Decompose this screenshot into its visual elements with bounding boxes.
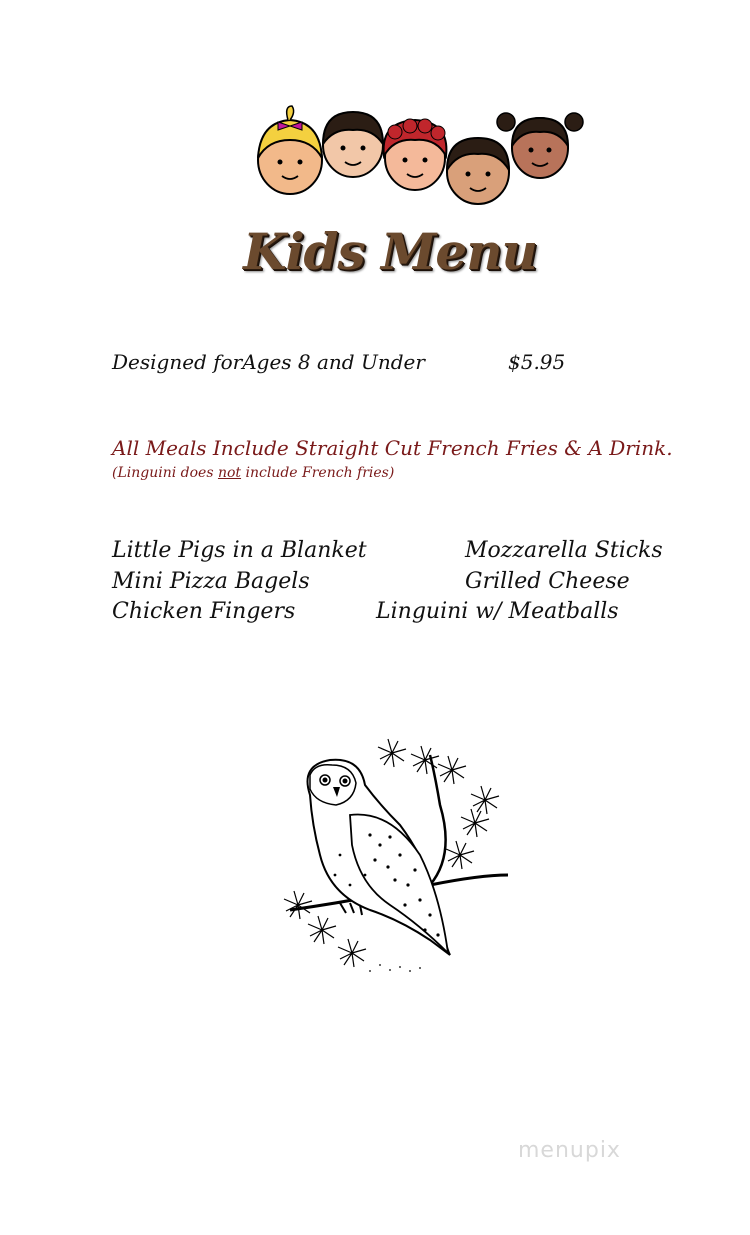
- menu-item: Chicken Fingers: [112, 599, 296, 624]
- watermark: menupix: [518, 1138, 621, 1163]
- menu-item: Mini Pizza Bagels: [112, 569, 310, 594]
- note-prefix: (Linguini does: [112, 465, 218, 481]
- linguini-note: [112, 465, 394, 481]
- note-emphasis: not: [217, 465, 242, 481]
- age-requirement: Designed forAges 8 and Under: [112, 350, 425, 374]
- meals-include-text: All Meals Include Straight Cut French Fries & A Drink.: [112, 436, 673, 460]
- face-boy-2: [447, 138, 509, 204]
- menu-title: Kids Menu: [243, 222, 537, 281]
- menu-item: Little Pigs in a Blanket: [112, 538, 367, 563]
- menu-item: Linguini w/ Meatballs: [376, 599, 619, 624]
- price: $5.95: [508, 350, 566, 374]
- note-suffix: include French fries): [241, 465, 395, 481]
- menu-item: Mozzarella Sticks: [465, 538, 663, 563]
- owl-icon: [280, 735, 510, 985]
- face-boy-1: [323, 112, 383, 177]
- kids-faces-icon: [250, 100, 590, 215]
- face-blonde-girl: [258, 106, 322, 194]
- menu-item: Grilled Cheese: [465, 569, 630, 594]
- face-redhead: [384, 119, 447, 190]
